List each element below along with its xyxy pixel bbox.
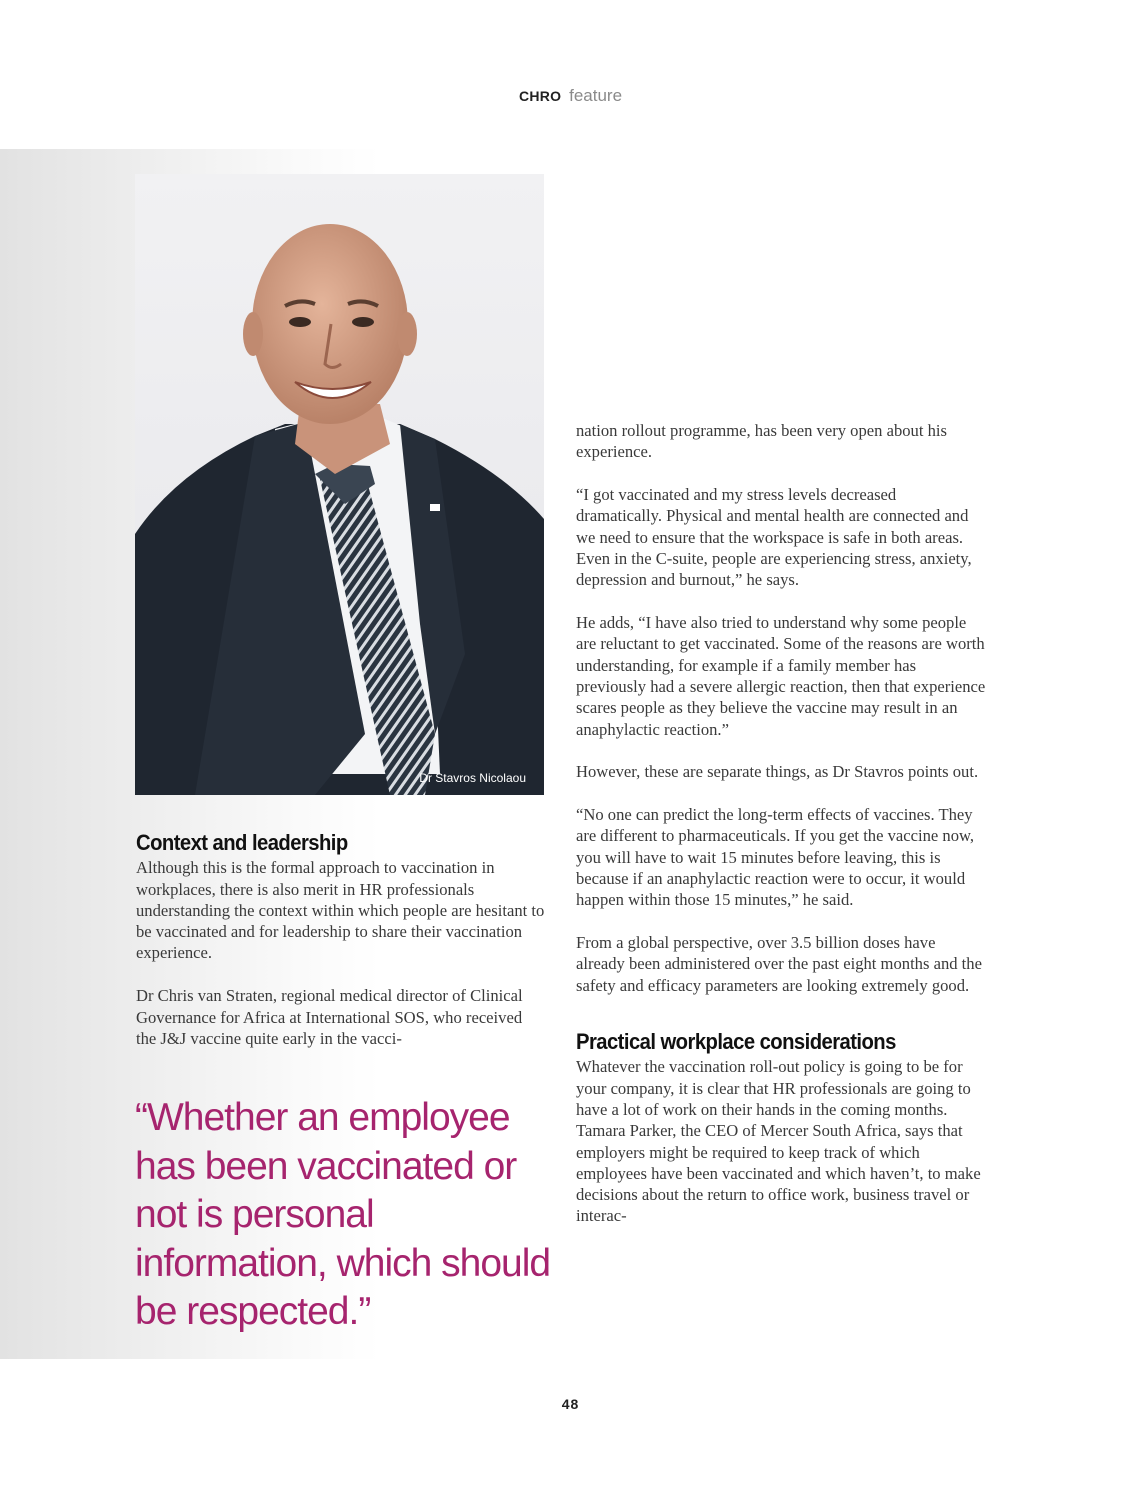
section-label: feature bbox=[569, 86, 623, 105]
body-paragraph: Dr Chris van Straten, regional medical director of Clinical Governance for Africa at International SOS, who received the J&J vaccine quite early in the vacci- bbox=[136, 986, 523, 1048]
body-paragraph: From a global perspective, over 3.5 billion doses have already been administered over the past eight months and the safety and efficacy parameters are looking extremely good. bbox=[576, 933, 982, 995]
section-heading-practical: Practical workplace considerations bbox=[576, 1029, 896, 1055]
running-header bbox=[0, 86, 1141, 106]
left-column bbox=[136, 832, 546, 1071]
page-number: 48 bbox=[561, 1396, 580, 1412]
section-heading-context: Context and leadership bbox=[136, 830, 348, 855]
body-paragraph: Whatever the vaccination roll-out policy is going to be for your company, it is clear that HR professionals are going to have a lot of work on their hands in the coming months. Tamara Parker, the CEO of Mercer South Africa, says that employers might be required to keep track of which employees have been vaccinated and which haven’t, to make decisions about the return to office work, business travel or interac- bbox=[576, 1057, 981, 1226]
magazine-brand: CHRO bbox=[518, 88, 562, 104]
body-paragraph: Although this is the formal approach to vaccination in workplaces, there is also merit in HR professionals understanding the context within which people are hesitant to be vaccinated and for leadership to share their vaccination experience. bbox=[136, 858, 545, 963]
photo-caption: Dr Stavros Nicolaou bbox=[419, 771, 526, 785]
portrait-illustration bbox=[135, 174, 544, 795]
body-paragraph: However, these are separate things, as Dr Stavros points out. bbox=[576, 762, 979, 782]
body-paragraph: He adds, “I have also tried to understand why some people are reluctant to get vaccinated. Some of the reasons are worth understanding, for example if a family member has previously had a severe allergic reaction, then that experience scares people as they believe the vaccine may result in an anaphylactic reaction.” bbox=[576, 613, 986, 739]
body-paragraph: nation rollout programme, has been very open about his experience. bbox=[576, 421, 947, 462]
pull-quote: “Whether an employee has been vaccinated or not is personal information, which should be respected.” bbox=[135, 1096, 551, 1333]
portrait-photo bbox=[135, 174, 544, 795]
body-paragraph: “No one can predict the long-term effects of vaccines. They are different to pharmaceuticals. If you get the vaccine now, you will have to wait 15 minutes before leaving, this is because if an anaphylactic reaction were to occur, it would happen within those 15 minutes,” he said. bbox=[576, 805, 975, 910]
right-column bbox=[576, 420, 986, 1248]
body-paragraph: “I got vaccinated and my stress levels decreased dramatically. Physical and mental health are connected and we need to ensure that the workspace is safe in both areas. Even in the C-suite, people are experiencing stress, anxiety, depression and burnout,” he says. bbox=[576, 485, 972, 590]
